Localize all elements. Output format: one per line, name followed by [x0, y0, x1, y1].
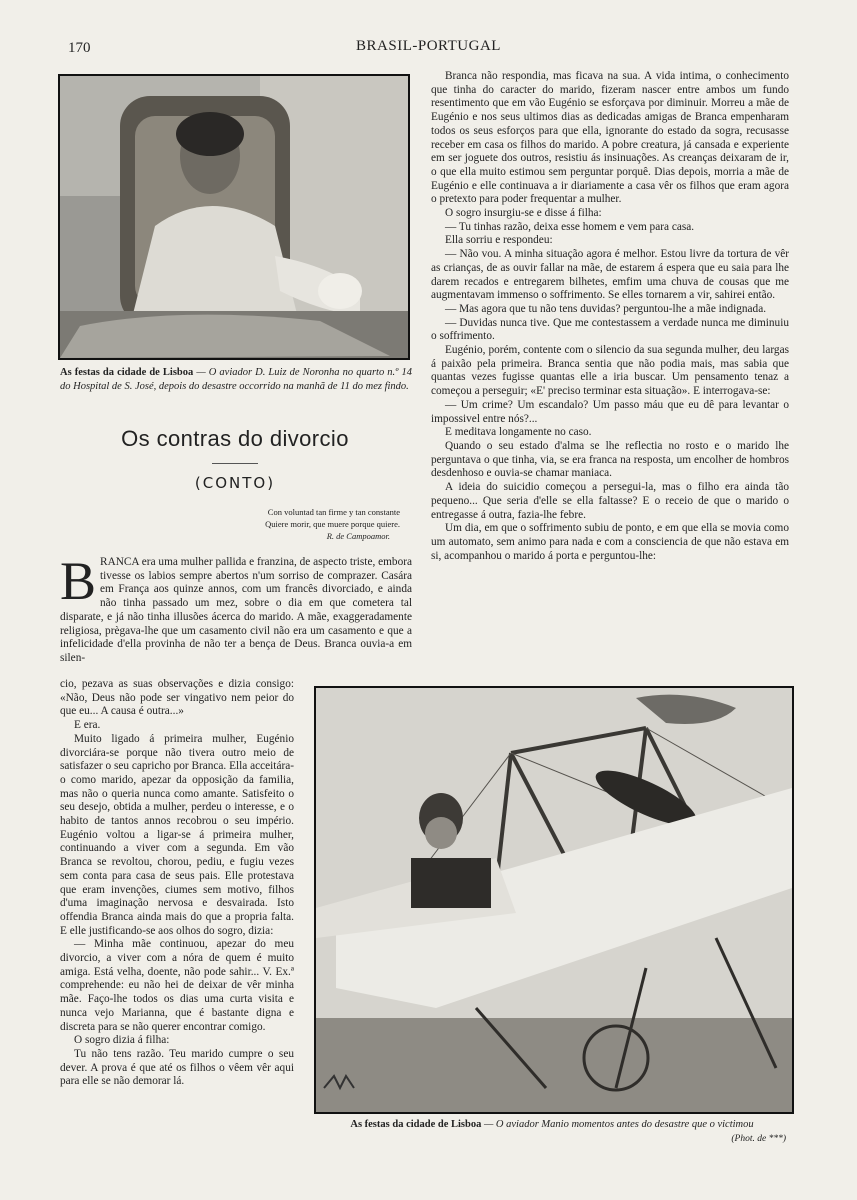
- paragraph-1: RANCA era uma mulher pallida e franzina, de aspecto triste, embora tivesse os labios sempre abertos n'um sorriso de comprazer. Casára em França aos quinze annos, com um francês divorciado, e ainda não tinha passado um mez, sobre o dia em que cometera tal disparate, e já não tinha illusões ácerca do marido. A mãe, exaggeradamente religiosa, prègava-lhe que um casamento civil não era um casamento e que a infelicidade d'ella provinha de não ter a bença de Deus. Branca ouvia-a em silen-: [60, 556, 412, 664]
- paragraph-r9: — Um crime? Um escandalo? Um passo máu que eu dê para levantar o impossivel entre nós?...: [431, 398, 789, 425]
- story-right-column: [431, 70, 789, 563]
- paragraph-r3: — Tu tinhas razão, deixa esse homem e vem para casa.: [445, 220, 695, 233]
- paragraph-r7: — Duvidas nunca tive. Que me contestassem a verdade nunca me diminuiu o soffrimento.: [431, 316, 789, 343]
- photo2-caption: [314, 1118, 790, 1144]
- paragraph-3: Muito ligado á primeira mulher, Eugénio divorciára-se porque não tivera outro meio de satisfazer o seu capricho por Branca. Ella acceitára-o como marido, apezar da opposição da familia, mas não o queria nunca como amante. Satisfeito o seu desejo, obtida a mulher, perdeu o interesse, e o habito de tantos annos recobrou o seu império. Eugénio voltou a ligar-se á primeira mulher, continuando a viver com a segunda. Em vão Branca se revoltou, chorou, pediu, e fugiu vezes sem conta para casa de seus pais. Elle protestava que eram invenções, ciumes sem motivo, filhos d'uma imaginação nervosa e desvairada. Isto offendia Branca ainda mais do que a propria falta. E elle justificando-se aos olhos do sogro, dizia:: [60, 732, 294, 937]
- paragraph-r13: Um dia, em que o soffrimento subiu de ponto, e em que ella se movia como um automato, sem animo para nada e com a consciencia de que não estava em si, acompanhou o marido á porta e perguntou-lhe:: [431, 522, 789, 562]
- aviator-airplane-photo: [314, 686, 794, 1114]
- paragraph-4: — Minha mãe continuou, apezar do meu divorcio, a viver com a nóra de quem é muito amiga. Está velha, doente, não pode sahir... V. Ex.ª comprehende: eu não hei de deixar de vêr minha mãe. Faço-lhe todos os dias uma curta visita e nunca vejo Marianna, que é bastante digna e discreta para se não querer encontrar comigo.: [60, 938, 294, 1033]
- running-head: BRASIL-PORTUGAL: [356, 38, 501, 54]
- paragraph-r10: E meditava longamente no caso.: [445, 426, 592, 439]
- paragraph-r1: Branca não respondia, mas ficava na sua. A vida intima, o conhecimento que tinha do caracter do marido, fizeram nascer entre ambos um fundo resentimento que em vão Eugénio se esforçava por diminuir. Morreu a mãe de Eugénio e nos seus ultimos dias as dedicadas amigas de Branca empenharam todos os seus esforços para que ella, ignorante do estado da sogra, recusasse receber em casa os filhos do marido. A pobre creatura, já cansada e experiente em ser joguete dos outros, resistiu ás insinuações. As creanças deixaram de ir, o que ella muito estimou sem perguntar porquê. Dias depois, morria a mãe de Eugénio e elle continuava a ir diariamente a casa vêr os filhos que eram agora o pretexto para poder frequentar a mulher.: [431, 70, 789, 206]
- paragraph-r2: O sogro insurgiu-se e disse á filha:: [445, 207, 602, 220]
- epigraph-line-2: Quiere morir, que muere porque quiere.: [265, 519, 400, 529]
- story-opening: [60, 551, 412, 666]
- photo-credit: (Phot. de ***): [731, 1134, 786, 1144]
- aviator-hospital-photo: [58, 74, 410, 360]
- paragraph-1-cont: cio, pezava as suas observações e dizia consigo: «Não, Deus não pode ser vingativo nem peior do que eu... A causa é outra...»: [60, 678, 294, 718]
- story-left-column: [60, 678, 294, 1089]
- story-title: Os contras do divorcio: [121, 426, 349, 451]
- paragraph-2: E era.: [74, 719, 101, 732]
- epigraph: [180, 506, 400, 542]
- paragraph-r12: A ideia do suicidio começou a persegui-la, mas o filho era ainda tão pequeno... Que seria d'elle se ella faltasse? E o receio de que o marido o entregasse á outra, fazia-lhe febre.: [431, 481, 789, 521]
- caption1-lead: As festas da cidade de Lisboa: [60, 367, 194, 378]
- page-number: 170: [68, 40, 91, 56]
- paragraph-r4: Ella sorriu e respondeu:: [445, 234, 553, 247]
- caption1-text: — O aviador D. Luiz de Noronha no quarto n.º 14 do Hospital de S. José, depois do desastre occorrido na manhã de 11 do mez findo.: [60, 367, 412, 392]
- paragraph-6: Tu não tens razão. Teu marido cumpre o seu dever. A prova é que até os filhos o vêem vêr aqui para elle se não demorar lá.: [60, 1047, 294, 1088]
- paragraph-r5: — Não vou. A minha situação agora é melhor. Estou livre da tortura de vêr as crianças, de as ouvir fallar na mãe, de estarem á espera que eu saia para lhe darem recados e entregarem bilhetes, emfim uma chuva de cousas que me augmentavam immenso o soffrimento. Se elles tornarem a vir, sahirei então.: [431, 248, 789, 302]
- story-subtitle: (CONTO): [194, 474, 276, 492]
- epigraph-line-1: Con voluntad tan firme y tan constante: [267, 507, 400, 517]
- paragraph-r8: Eugénio, porém, contente com o silencio da sua segunda mulher, deu largas á paixão pela primeira. Branca sentia que não podia mais, mas sabia que quantas vezes fugisse quantas elle a iria buscar. Um pensamento tenaz a começou a perseguir; «E' preciso terminar esta situação». E interrogava-se:: [431, 344, 789, 398]
- caption2-text: — O aviador Manio momentos antes do desastre que o victimou: [481, 1119, 754, 1130]
- paragraph-r6: — Mas agora que tu não tens duvidas? perguntou-lhe a mãe indignada.: [445, 302, 767, 315]
- drop-cap: B: [60, 551, 97, 611]
- photo1-caption: [60, 366, 412, 394]
- title-rule: [212, 463, 258, 464]
- paragraph-r11: Quando o seu estado d'alma se lhe reflectia no rosto e o marido lhe perguntava o que tinha, via, se era franca na resposta, um encolher de hombros desdenhoso e ouvia-se chamar maniaca.: [431, 439, 789, 480]
- epigraph-author: R. de Campoamor.: [326, 531, 390, 541]
- caption2-lead: As festas da cidade de Lisboa: [350, 1119, 482, 1130]
- paragraph-5: O sogro dizia á filha:: [74, 1034, 170, 1047]
